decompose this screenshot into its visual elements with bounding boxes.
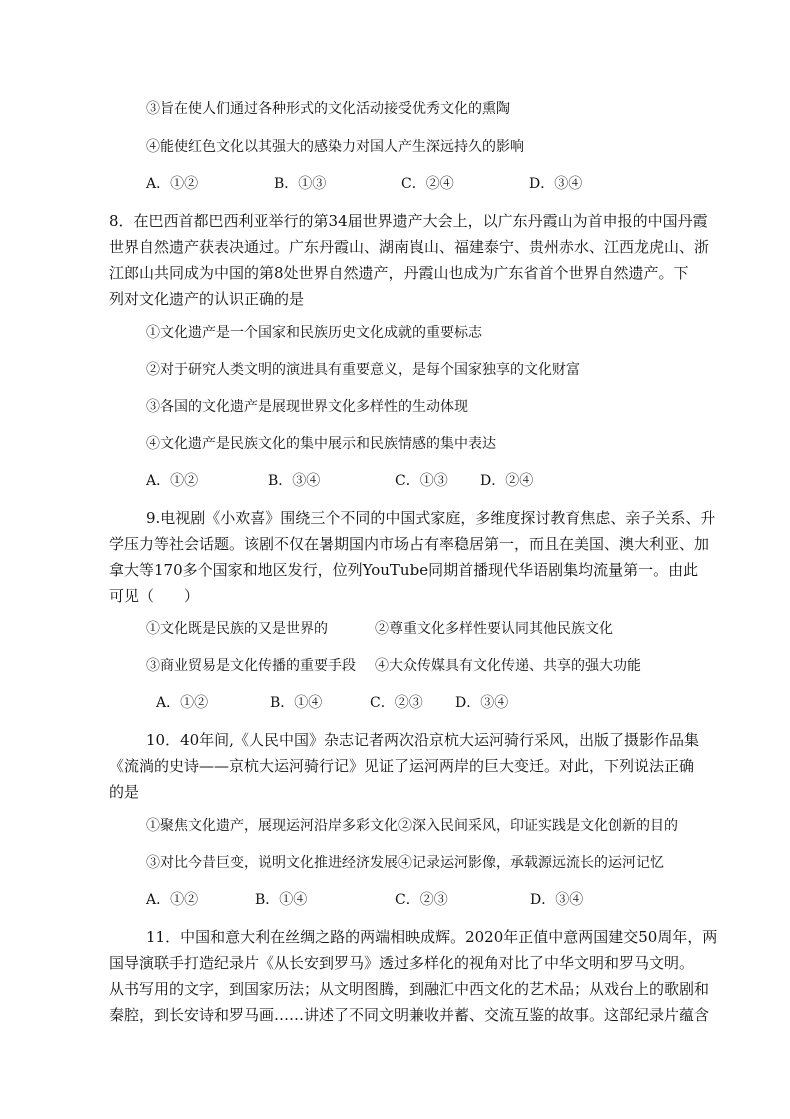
q8-stem-line-1: 8．在巴西首都巴西利亚举行的第34届世界遗产大会上，以广东丹霞山为首申报的中国丹霞: [109, 212, 708, 230]
q8-choice-c: C．①③: [395, 473, 448, 489]
q9-option-4: ④大众传媒具有文化传递、共享的强大功能: [375, 658, 641, 674]
q9-choice-d: D．③④: [455, 695, 509, 711]
q8-choice-a: A．①②: [146, 473, 199, 489]
q10-choice-a: A．①②: [146, 892, 199, 908]
q10-choice-b: B．①④: [255, 892, 308, 908]
q9-choice-c: C．②③: [370, 695, 423, 711]
q11-stem-line-2: 国导演联手打造纪录片《从长安到罗马》透过多样化的视角对比了中华文明和罗马文明。: [109, 954, 695, 972]
q9-option-2: ②尊重文化多样性要认同其他民族文化: [375, 621, 613, 637]
q8-option-2: ②对于研究人类文明的演进具有重要意义，是每个国家独享的文化财富: [146, 362, 580, 378]
q8-stem-line-4: 列对文化遗产的认识正确的是: [109, 290, 305, 308]
q10-options-line-1: ①聚焦文化遗产，展现运河沿岸多彩文化②深入民间采风，印证实践是文化创新的目的: [146, 818, 678, 834]
q7-choice-b: B．①③: [274, 176, 327, 192]
q11-stem-line-3: 从书写用的文字，到国家历法；从文明图腾，到融汇中西文化的艺术品；从戏台上的歌剧和: [109, 980, 710, 998]
q7-choice-a: A．①②: [146, 176, 199, 192]
q10-choice-c: C．②③: [395, 892, 448, 908]
q9-stem-line-4: 可见（ ）: [109, 587, 200, 605]
q8-stem-line-3: 江郎山共同成为中国的第8处世界自然遗产，丹霞山也成为广东省首个世界自然遗产。下: [109, 264, 689, 282]
q8-stem-line-2: 世界自然遗产获表决通过。广东丹霞山、湖南崀山、福建泰宁、贵州赤水、江西龙虎山、浙: [109, 238, 710, 256]
q9-stem-line-3: 拿大等170多个国家和地区发行，位列YouTube同期首播现代华语剧集均流量第一。由此: [109, 561, 699, 579]
q8-choice-d: D．②④: [480, 473, 534, 489]
q8-option-4: ④文化遗产是民族文化的集中展示和民族情感的集中表达: [146, 436, 496, 452]
q9-option-3: ③商业贸易是文化传播的重要手段: [146, 658, 356, 674]
q11-stem-line-4: 秦腔，到长安诗和罗马画……讲述了不同文明兼收并蓄、交流互鉴的故事。这部纪录片蕴含: [109, 1006, 710, 1024]
q9-option-1: ①文化既是民族的又是世界的: [146, 621, 328, 637]
q10-choice-d: D．③④: [530, 892, 584, 908]
q10-options-line-2: ③对比今昔巨变，说明文化推进经济发展④记录运河影像，承载源远流长的运河记忆: [146, 855, 664, 871]
q7-choice-c: C．②④: [401, 176, 454, 192]
q7-option-3: ③旨在使人们通过各种形式的文化活动接受优秀文化的熏陶: [146, 101, 510, 117]
q9-stem-line-1: 9.电视剧《小欢喜》围绕三个不同的中国式家庭，多维度探讨教育焦虑、亲子关系、升: [146, 509, 716, 527]
q9-stem-line-2: 学压力等社会话题。该剧不仅在暑期国内市场占有率稳居第一，而且在美国、澳大利亚、加: [109, 535, 710, 553]
q8-option-3: ③各国的文化遗产是展现世界文化多样性的生动体现: [146, 399, 468, 415]
q8-option-1: ①文化遗产是一个国家和民族历史文化成就的重要标志: [146, 325, 482, 341]
q10-stem-line-1: 10．40年间,《人民中国》杂志记者两次沿京杭大运河骑行采风，出版了摄影作品集: [146, 731, 699, 749]
q7-option-4: ④能使红色文化以其强大的感染力对国人产生深远持久的影响: [146, 139, 524, 155]
q9-choice-a: A．①②: [156, 695, 209, 711]
q9-choice-b: B．①④: [270, 695, 323, 711]
q7-choice-d: D．③④: [529, 176, 583, 192]
q8-choice-b: B．③④: [268, 473, 321, 489]
q10-stem-line-3: 的是: [109, 783, 140, 801]
q10-stem-line-2: 《流淌的史诗——京杭大运河骑行记》见证了运河两岸的巨大变迁。对此，下列说法正确: [109, 757, 695, 775]
q11-stem-line-1: 11．中国和意大利在丝绸之路的两端相映成辉。2020年正值中意两国建交50周年，两: [146, 928, 718, 946]
